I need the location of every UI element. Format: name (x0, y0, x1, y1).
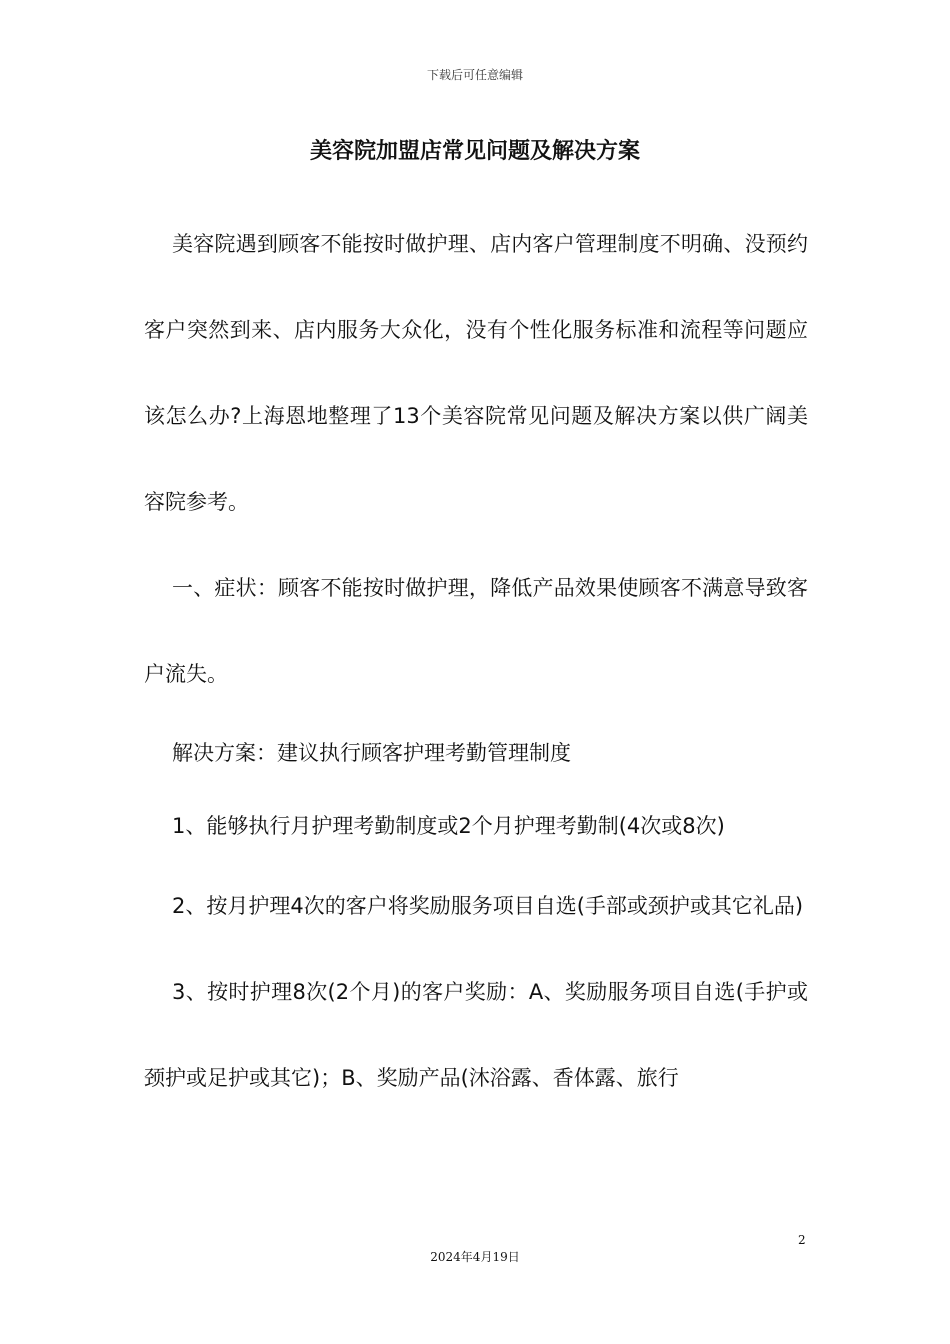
paragraph-symptom-1: 一、症状：顾客不能按时做护理，降低产品效果使顾客不满意导致客户流失。 (144, 576, 808, 686)
paragraph-item-1: 1、能够执行月护理考勤制度或2个月护理考勤制(4次或8次) (172, 814, 725, 838)
document-title: 美容院加盟店常见问题及解决方案 (309, 139, 640, 164)
page-number: 2 (798, 1233, 806, 1247)
document-body (144, 201, 808, 1121)
paragraph-item-2: 2、按月护理4次的客户将奖励服务项目自选(手部或颈护或其它礼品) (172, 894, 804, 918)
paragraph-item-3: 3、按时护理8次(2个月)的客户奖励：A、奖励服务项目自选(手护或颈护或足护或其它)；B、奖励产品(沐浴露、香体露、旅行 (144, 980, 808, 1090)
paragraph-intro: 美容院遇到顾客不能按时做护理、店内客户管理制度不明确、没预约客户突然到来、店内服务大众化，没有个性化服务标准和流程等问题应该怎么办?上海恩地整理了13个美容院常见问题及解决方案以供广阔美容院参考。 (144, 232, 808, 514)
paragraph-solution-heading: 解决方案：建议执行顾客护理考勤管理制度 (172, 741, 571, 765)
header-note: 下载后可任意编辑 (426, 68, 523, 82)
footer-date: 2024年4月19日 (430, 1250, 520, 1264)
